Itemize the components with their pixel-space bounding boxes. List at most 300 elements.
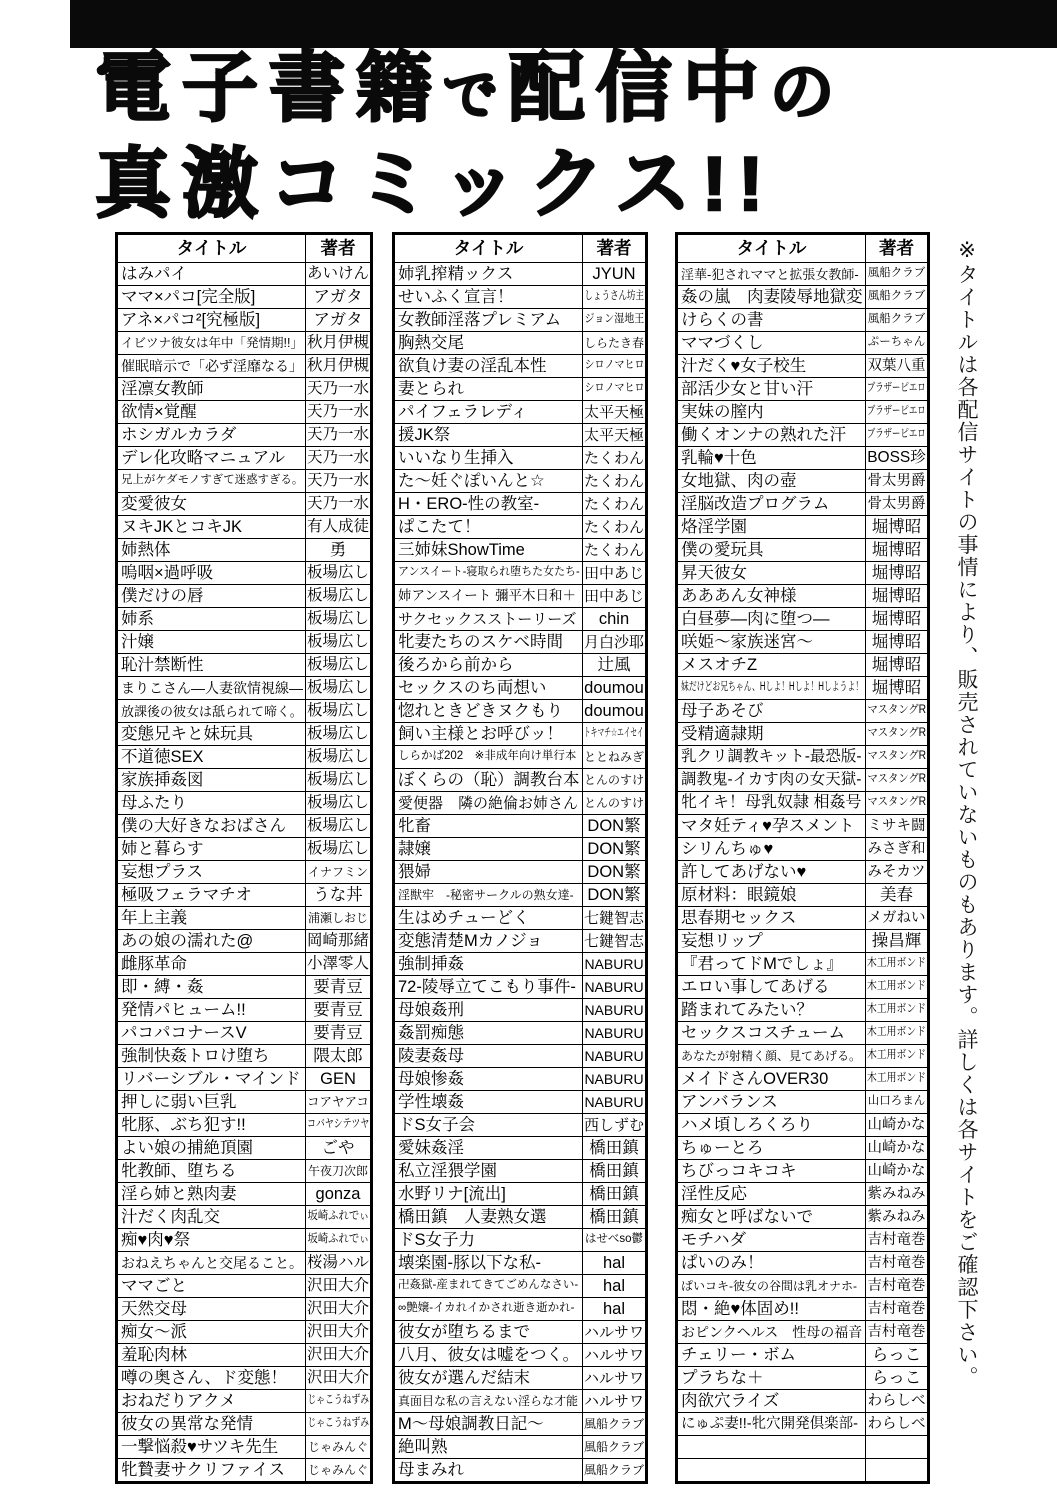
book-author: chin xyxy=(598,609,630,628)
book-author-cell xyxy=(583,953,645,975)
book-author: マスタングR xyxy=(867,796,926,809)
book-title: 兄上がケダモノすぎて迷惑すぎる。 xyxy=(121,474,304,487)
book-title-cell xyxy=(395,838,583,860)
table-row xyxy=(118,1274,370,1297)
book-author: じゃこうねずみ xyxy=(307,1417,369,1430)
book-author-cell xyxy=(306,999,370,1021)
book-author: 堀博昭 xyxy=(871,517,922,536)
book-title-cell xyxy=(118,792,306,814)
table-row xyxy=(395,262,645,285)
book-title-cell xyxy=(118,1367,306,1389)
book-title-cell xyxy=(395,309,583,331)
book-author: みさぎ和 xyxy=(867,840,926,857)
book-author-cell xyxy=(866,976,927,998)
table-row xyxy=(118,1182,370,1205)
book-title-cell xyxy=(118,1344,306,1366)
book-title-cell xyxy=(395,355,583,377)
book-title: 女地獄、肉の壺 xyxy=(681,471,797,490)
book-author-cell xyxy=(583,1183,645,1205)
book-title: 八月、彼女は嘘をつく。 xyxy=(398,1345,580,1364)
book-title: セックスのち両想い xyxy=(398,678,547,697)
book-author: 板場広し xyxy=(306,725,369,743)
book-title-cell xyxy=(678,493,866,515)
book-author: ミサキ闘 xyxy=(867,817,926,834)
book-title: 痴女〜派 xyxy=(121,1322,187,1341)
book-title: 愛妹姦淫 xyxy=(398,1138,464,1157)
table-row xyxy=(118,745,370,768)
book-author: 太平天極 xyxy=(583,403,644,421)
book-author: 天乃一水 xyxy=(306,449,369,467)
book-author: DON繁 xyxy=(587,862,641,881)
book-title-cell xyxy=(118,1275,306,1297)
book-title-cell xyxy=(678,746,866,768)
table-row xyxy=(118,1297,370,1320)
book-author: マスタングR xyxy=(867,773,926,786)
table-row xyxy=(678,1297,927,1320)
book-author: 山崎かな xyxy=(867,1139,926,1156)
book-title-cell xyxy=(118,930,306,952)
book-title-cell xyxy=(118,1229,306,1251)
book-title: 生はめチューどく xyxy=(398,908,530,927)
table-row xyxy=(395,1067,645,1090)
book-author-cell xyxy=(306,562,370,584)
book-author-cell xyxy=(306,424,370,446)
column-header-author: 著者 xyxy=(879,237,914,258)
book-title: 僕の愛玩具 xyxy=(681,540,764,559)
book-author-cell xyxy=(866,1114,927,1136)
book-author-cell xyxy=(306,930,370,952)
book-title-cell xyxy=(395,286,583,308)
table-row xyxy=(395,1205,645,1228)
book-author: 橋田鎮 xyxy=(589,1184,639,1203)
book-title-cell xyxy=(118,516,306,538)
book-title: 『君ってドMでしょ』 xyxy=(681,954,843,973)
book-author-cell xyxy=(866,1252,927,1274)
book-author-cell xyxy=(306,884,370,906)
book-title-cell xyxy=(678,1436,866,1458)
book-title: 姉系 xyxy=(121,609,154,628)
table-row xyxy=(395,837,645,860)
table-row xyxy=(395,1228,645,1251)
book-author-cell xyxy=(583,1459,645,1481)
book-author-cell xyxy=(866,355,927,377)
book-title: 変態清楚Mカノジョ xyxy=(398,931,543,950)
book-title: 受精適隷期 xyxy=(681,724,764,743)
book-title: 母子あそび xyxy=(681,701,764,720)
book-title-cell xyxy=(395,493,583,515)
book-title-cell xyxy=(395,700,583,722)
book-title-cell xyxy=(678,884,866,906)
book-title: イビツナ彼女は年中「発情期!!」 xyxy=(121,335,303,350)
table-row xyxy=(118,538,370,561)
book-title-cell xyxy=(678,838,866,860)
book-author: 紫みねみ xyxy=(867,1185,926,1202)
book-author: 沢田大介 xyxy=(306,1323,369,1341)
table-row xyxy=(118,1412,370,1435)
book-author-cell xyxy=(583,585,645,607)
book-title: 汁だく♥女子校生 xyxy=(681,356,807,375)
book-author-cell xyxy=(306,1183,370,1205)
table-row xyxy=(118,1228,370,1251)
book-author: トキマチ☆エイセイ xyxy=(584,727,644,740)
book-author: イナフミン xyxy=(307,865,368,879)
book-title-cell xyxy=(118,1068,306,1090)
book-author: 勇 xyxy=(329,540,347,559)
book-title-cell xyxy=(678,1160,866,1182)
book-author-cell xyxy=(306,861,370,883)
table-row xyxy=(118,515,370,538)
book-author-cell xyxy=(583,1298,645,1320)
book-author: とんのすけ xyxy=(583,796,644,810)
book-author: 午夜刀次郎 xyxy=(307,1164,368,1178)
table-row xyxy=(678,515,927,538)
book-title: 愛便器 隣の絶倫お姉さん xyxy=(398,794,579,812)
table-row xyxy=(395,1320,645,1343)
book-title: 変愛彼女 xyxy=(121,494,187,513)
book-title-cell xyxy=(395,907,583,929)
table-row xyxy=(678,469,927,492)
book-title: 72-陵辱立てこもり事件- xyxy=(398,977,576,996)
book-title: 恥汁禁断性 xyxy=(121,655,204,674)
table-row xyxy=(678,1205,927,1228)
book-author-cell xyxy=(583,700,645,722)
book-title: モチハダ xyxy=(681,1230,747,1249)
book-title: 原材料：眼鏡娘 xyxy=(681,885,797,904)
table-row xyxy=(118,1205,370,1228)
book-author-cell xyxy=(866,539,927,561)
book-author: たくわん xyxy=(583,449,644,467)
book-title: 咲姫〜家族迷宮〜 xyxy=(681,632,813,651)
book-author-cell xyxy=(866,1413,927,1435)
book-title-cell xyxy=(395,884,583,906)
book-title-cell xyxy=(678,1137,866,1159)
book-author: 要青豆 xyxy=(313,977,363,996)
book-author-cell xyxy=(306,1068,370,1090)
table-header-row xyxy=(118,235,370,262)
book-author: じゃみんぐ xyxy=(307,1440,368,1454)
table-row xyxy=(678,1274,927,1297)
book-title-cell xyxy=(118,953,306,975)
book-author-cell xyxy=(866,401,927,423)
book-title: 妄想リップ xyxy=(681,931,763,950)
book-title-cell xyxy=(678,654,866,676)
book-title: いいなり生挿入 xyxy=(398,448,514,467)
book-title-cell xyxy=(118,677,306,699)
book-author-cell xyxy=(866,585,927,607)
book-title: 許してあげない♥ xyxy=(681,862,807,881)
book-title: ドS女子会 xyxy=(398,1115,476,1134)
book-author-cell xyxy=(583,401,645,423)
book-title: 彼女が堕ちるまで xyxy=(398,1322,530,1341)
book-author-cell xyxy=(583,838,645,860)
table-row xyxy=(678,1228,927,1251)
book-title-cell xyxy=(678,562,866,584)
table-row xyxy=(395,975,645,998)
book-author: NABURU xyxy=(584,1025,644,1041)
book-title: 飼い主様とお呼びッ！ xyxy=(398,724,563,743)
book-title-cell xyxy=(678,401,866,423)
book-author-cell xyxy=(866,1229,927,1251)
book-title-cell xyxy=(118,999,306,1021)
book-title-cell xyxy=(118,815,306,837)
book-title: 姉と暮らす xyxy=(121,839,204,858)
book-author-cell xyxy=(866,263,927,285)
book-title: ホシガルカラダ xyxy=(121,425,237,444)
book-title: 烙淫学園 xyxy=(681,517,747,536)
book-author-cell xyxy=(866,1206,927,1228)
book-title-cell xyxy=(678,263,866,285)
book-title: M〜母娘調教日記〜 xyxy=(398,1414,544,1433)
table-row xyxy=(678,998,927,1021)
book-author: 太平天極 xyxy=(583,426,644,444)
book-author-cell xyxy=(866,631,927,653)
table-row xyxy=(395,1136,645,1159)
book-title: 不道徳SEX xyxy=(121,747,204,766)
book-author: 桜湯ハル xyxy=(306,1254,369,1272)
book-author: マスタングR xyxy=(867,704,926,717)
book-title: 水野リナ[流出] xyxy=(398,1184,506,1203)
book-author: アガタ xyxy=(313,287,363,306)
table-row xyxy=(395,791,645,814)
book-title-cell xyxy=(118,1252,306,1274)
book-title-cell xyxy=(118,1206,306,1228)
book-title: 嗚咽×過呼吸 xyxy=(121,563,214,582)
table-row xyxy=(395,377,645,400)
book-title-cell xyxy=(118,1183,306,1205)
book-title: 発情パヒューム!! xyxy=(121,1000,246,1019)
book-title: あああん女神様 xyxy=(681,586,797,605)
book-title: あの娘の濡れた@ xyxy=(121,931,254,950)
table-row xyxy=(395,1113,645,1136)
table-row xyxy=(395,1090,645,1113)
book-author: 操昌輝 xyxy=(871,931,922,950)
table-row xyxy=(678,883,927,906)
book-author-cell xyxy=(306,1137,370,1159)
table-row xyxy=(118,653,370,676)
table-row xyxy=(678,676,927,699)
book-title-cell xyxy=(678,792,866,814)
book-title-cell xyxy=(118,746,306,768)
book-author: 山口ろまん xyxy=(867,1095,926,1108)
column-header-author: 著者 xyxy=(320,237,356,258)
book-title-cell xyxy=(118,907,306,929)
book-title: 即・縛・姦 xyxy=(121,977,204,996)
book-title: H・ERO-性の教室- xyxy=(398,494,540,513)
book-author: 紫みねみ xyxy=(867,1208,926,1225)
comics-table-center xyxy=(392,232,648,1484)
table-row xyxy=(395,1297,645,1320)
book-title: 悶・絶♥体固め!! xyxy=(681,1299,799,1318)
book-author: 木工用ボンド xyxy=(867,1003,926,1016)
book-author: 堀博昭 xyxy=(871,586,922,605)
book-author-cell xyxy=(583,1390,645,1412)
book-title-cell xyxy=(395,1321,583,1343)
book-title: 牝妻たちのスケベ時間 xyxy=(398,632,563,651)
book-author: 板場広し xyxy=(306,633,369,651)
table-row xyxy=(678,1320,927,1343)
book-author-cell xyxy=(583,631,645,653)
book-title-cell xyxy=(395,677,583,699)
book-title: チェリー・ボム xyxy=(681,1345,797,1364)
book-title-cell xyxy=(395,1114,583,1136)
table-row xyxy=(118,837,370,860)
book-author-cell xyxy=(306,447,370,469)
table-row xyxy=(118,1343,370,1366)
table-row xyxy=(395,607,645,630)
table-row xyxy=(118,331,370,354)
table-row xyxy=(118,860,370,883)
book-author: 骨太男爵 xyxy=(867,472,926,489)
book-author-cell xyxy=(583,539,645,561)
book-author-cell xyxy=(583,654,645,676)
book-title-cell xyxy=(118,1114,306,1136)
book-author-cell xyxy=(583,378,645,400)
book-author-cell xyxy=(306,286,370,308)
book-author-cell xyxy=(583,930,645,952)
book-author-cell xyxy=(866,1436,927,1458)
book-title-cell xyxy=(678,1298,866,1320)
table-row xyxy=(395,1389,645,1412)
book-author-cell xyxy=(306,378,370,400)
book-title: 僕だけの唇 xyxy=(121,586,204,605)
book-author: 七鍵智志 xyxy=(583,932,644,950)
book-author: 沢田大介 xyxy=(306,1277,369,1295)
book-author-cell xyxy=(306,355,370,377)
book-author-cell xyxy=(306,401,370,423)
table-row xyxy=(678,1412,927,1435)
table-header-row xyxy=(678,235,927,262)
table-row xyxy=(118,584,370,607)
book-author-cell xyxy=(306,1367,370,1389)
table-row xyxy=(118,1458,370,1481)
book-title-cell xyxy=(118,585,306,607)
book-author-cell xyxy=(306,1275,370,1297)
book-title-cell xyxy=(678,447,866,469)
book-title-cell xyxy=(118,1137,306,1159)
table-row xyxy=(118,1435,370,1458)
book-title: 強制快姦トロけ堕ち xyxy=(121,1046,270,1065)
book-author: doumou xyxy=(584,678,644,697)
book-author: 天乃一水 xyxy=(306,380,369,398)
book-title-cell xyxy=(118,1436,306,1458)
book-author-cell xyxy=(583,792,645,814)
book-title: セックスコスチューム xyxy=(681,1023,846,1042)
book-author-cell xyxy=(306,1114,370,1136)
book-title-cell xyxy=(118,1413,306,1435)
book-title: 私立淫猥学園 xyxy=(398,1161,497,1180)
table-row xyxy=(678,1136,927,1159)
book-author-cell xyxy=(866,1367,927,1389)
table-row xyxy=(395,423,645,446)
book-title-cell xyxy=(118,723,306,745)
table-row xyxy=(118,446,370,469)
book-author-cell xyxy=(306,792,370,814)
book-title: おねだりアクメ xyxy=(121,1391,236,1410)
book-title-cell xyxy=(395,861,583,883)
table-row xyxy=(678,308,927,331)
book-title-cell xyxy=(118,378,306,400)
book-author: ととねみぎ xyxy=(583,750,644,764)
book-title-cell xyxy=(395,1137,583,1159)
book-author-cell xyxy=(866,1298,927,1320)
book-title: 母まみれ xyxy=(398,1460,464,1479)
page-title-segment: 電子書籍 xyxy=(95,46,443,131)
book-author: うな丼 xyxy=(313,885,363,904)
book-author-cell xyxy=(583,677,645,699)
book-title-cell xyxy=(395,470,583,492)
table-row xyxy=(678,653,927,676)
book-title: 踏まれてみたい？ xyxy=(681,1000,813,1019)
book-author: 橋田鎮 xyxy=(589,1138,639,1157)
book-author-cell xyxy=(866,1068,927,1090)
book-author-cell xyxy=(866,953,927,975)
book-title-cell xyxy=(118,631,306,653)
book-title-cell xyxy=(395,516,583,538)
book-author: メガねい xyxy=(867,909,926,926)
column-header-title: タイトル xyxy=(736,237,807,258)
book-author: コバヤシテツヤ xyxy=(306,1118,370,1131)
table-row xyxy=(678,331,927,354)
book-author: 西しずむ xyxy=(583,1116,644,1134)
book-title: シリんちゅ♥ xyxy=(681,839,774,858)
table-row xyxy=(678,1435,927,1458)
book-title-cell xyxy=(118,562,306,584)
book-title-cell xyxy=(395,539,583,561)
book-author-cell xyxy=(306,723,370,745)
book-title: ぼくらの（恥）調教台本 xyxy=(398,770,580,789)
book-author-cell xyxy=(866,792,927,814)
book-author-cell xyxy=(866,1160,927,1182)
book-title-cell xyxy=(395,447,583,469)
book-title-cell xyxy=(395,263,583,285)
book-title: 三姉妹ShowTime xyxy=(398,540,525,559)
book-author-cell xyxy=(583,516,645,538)
book-author-cell xyxy=(866,838,927,860)
book-title: にゅぷ妻!!-牝穴開発倶楽部- xyxy=(681,1415,858,1432)
book-author: 風船クラブ xyxy=(583,1463,644,1477)
table-row xyxy=(118,400,370,423)
book-title: 学性壊姦 xyxy=(398,1092,464,1111)
table-row xyxy=(118,975,370,998)
book-author: NABURU xyxy=(584,956,644,972)
book-author-cell xyxy=(306,1298,370,1320)
book-title-cell xyxy=(395,746,583,768)
column-header-title-cell xyxy=(118,235,306,262)
book-author-cell xyxy=(306,700,370,722)
book-title-cell xyxy=(395,792,583,814)
book-title-cell xyxy=(118,1022,306,1044)
book-author: ごや xyxy=(321,1138,355,1157)
book-title-cell xyxy=(395,976,583,998)
page-title xyxy=(95,44,935,229)
book-title-cell xyxy=(678,1206,866,1228)
book-title: 放課後の彼女は舐られて啼く。 xyxy=(121,703,303,719)
book-author: 有人成徒 xyxy=(306,518,369,536)
book-author-cell xyxy=(866,1275,927,1297)
table-row xyxy=(678,837,927,860)
book-author: 風船クラブ xyxy=(867,267,926,280)
book-title: 汁嬢 xyxy=(121,632,154,651)
book-author-cell xyxy=(583,976,645,998)
book-author: 板場広し xyxy=(306,587,369,605)
table-row xyxy=(678,906,927,929)
book-title: 卍姦獄-産まれてきてごめんなさい- xyxy=(398,1279,579,1292)
book-title-cell xyxy=(118,769,306,791)
book-author: 木工用ボンド xyxy=(867,957,926,970)
book-author-cell xyxy=(306,1459,370,1481)
column-header-title-cell xyxy=(395,235,583,262)
book-title-cell xyxy=(395,608,583,630)
